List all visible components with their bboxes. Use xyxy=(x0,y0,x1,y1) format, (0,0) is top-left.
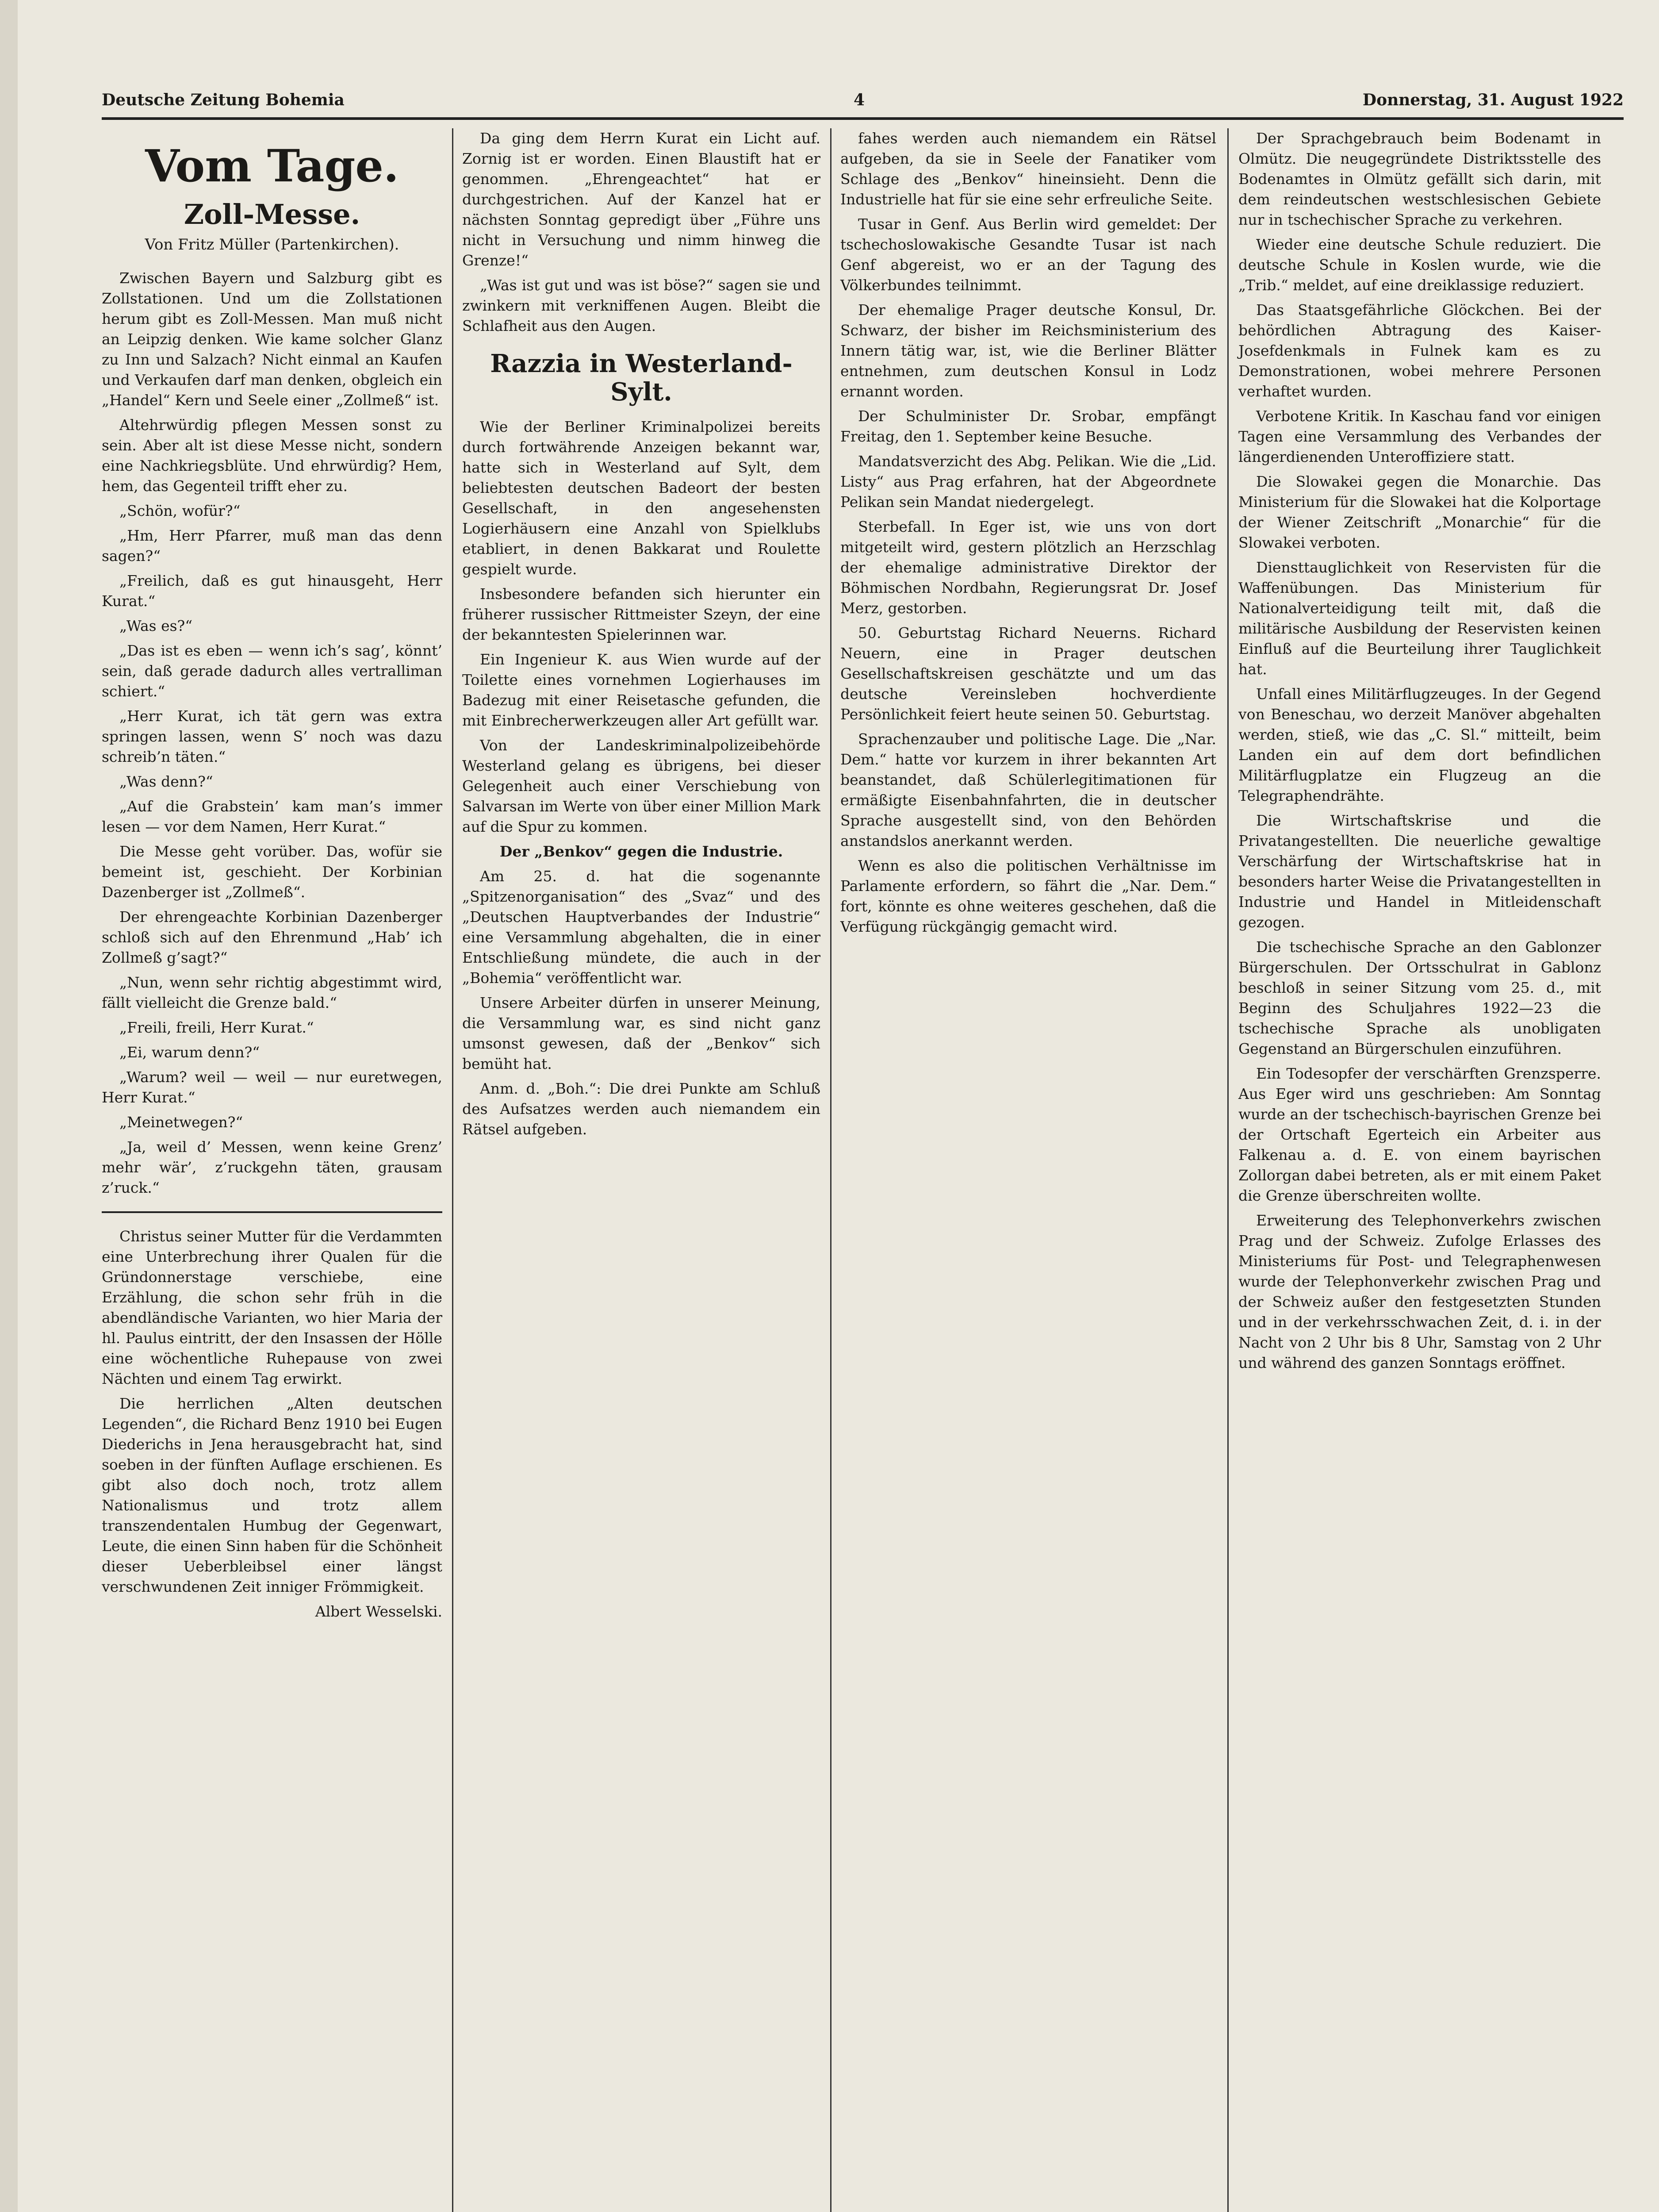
paragraph: Altehrwürdig pflegen Messen sonst zu sein. Aber alt ist diese Messe nicht, sondern eine Nachkriegsblüte. Und ehrwürdig? Hem, hem, das Gegenteil trifft eher zu. xyxy=(102,416,442,495)
news-item: Die Slowakei gegen die Monarchie. Das Ministerium für die Slowakei hat die Kolportage der Wiener Zeitschrift „Monarchie“ für die Slowakei verboten. xyxy=(1238,473,1601,551)
column-rule xyxy=(452,128,453,2212)
paragraph: Mandatsverzicht des Abg. Pelikan. Wie die „Lid. Listy“ aus Prag erfahren, hat der Abgeordnete Pelikan sein Mandat niedergelegt. xyxy=(840,453,1216,511)
column-4 xyxy=(1238,128,1601,1378)
paragraph: Der ehemalige Prager deutsche Konsul, Dr. Schwarz, der bisher im Reichsministerium des Innern tätig war, ist, wie die Berliner Blätter entnehmen, zum deutschen Konsul in Lodz ernannt worden. xyxy=(840,301,1216,400)
author-signature: Albert Wesselski. xyxy=(315,1603,442,1620)
paragraph: Ein Ingenieur K. aus Wien wurde auf der Toilette eines vornehmen Logierhauses im Badezug mit einer Reisetasche gefunden, die mit Einbrecherwerkzeugen aller Art gefüllt war. xyxy=(462,651,820,729)
news-item: Wieder eine deutsche Schule reduziert. Die deutsche Schule in Koslen wurde, wie die „Trib.“ meldet, auf eine dreiklassige reduziert. xyxy=(1238,236,1601,294)
paragraph: Die herrlichen „Alten deutschen Legenden“, die Richard Benz 1910 bei Eugen Diederichs in Jena herausgebracht hat, sind soeben in der fünften Auflage erschienen. Es gibt also doch noch, trotz allem Nationalismus und trotz allem transzendentalen Humbug der Gegenwart, Leute, die einen Sinn haben für die Schönheit dieser Ueberbleibsel einer längst verschwundenen Zeit inniger Frömmigkeit. xyxy=(102,1395,442,1595)
paragraph: Zwischen Bayern und Salzburg gibt es Zollstationen. Und um die Zollstationen herum gibt es Zoll-Messen. Man muß nicht an Leipzig denken. Wie kame solcher Glanz zu Inn und Salzach? Nicht einmal an Kaufen und Verkaufen darf man denken, obgleich ein „Handel“ Kern und Seele einer „Zollmeß“ ist. xyxy=(102,269,442,409)
paragraph: „Freilich, daß es gut hinausgeht, Herr Kurat.“ xyxy=(102,572,442,610)
paragraph: Wenn es also die politischen Verhältnisse im Parlamente erfordern, so fährt die „Nar. Dem.“ fort, könnte es ohne weiteres geschehen, daß die Verfügung rückgängig gemacht wird. xyxy=(840,857,1216,935)
paragraph: „Hm, Herr Pfarrer, muß man das denn sagen?“ xyxy=(102,527,442,565)
paragraph: „Was denn?“ xyxy=(119,773,213,790)
paragraph: 50. Geburtstag Richard Neuerns. Richard Neuern, eine in Prager deutschen Gesellschaftskreisen geschätzte und um das deutsche Vereinsleben hochverdiente Persönlichkeit feiert heute seinen 50. Geburtstag. xyxy=(840,624,1216,723)
news-item: Unfall eines Militärflugzeuges. In der Gegend von Beneschau, wo derzeit Manöver abgehalten werden, stieß, wie das „C. Sl.“ mitteilt, beim Landen ein auf dem dort befindlichen Militärflugplatze ein Flugzeug an die Telegraphendrähte. xyxy=(1238,685,1601,804)
paper-name: Deutsche Zeitung Bohemia xyxy=(102,91,345,109)
paragraph: Am 25. d. hat die sogenannte „Spitzenorganisation“ des „Svaz“ und des „Deutschen Hauptverbandes der Industrie“ eine Versammlung abgehalten, die in einer Entschließung mündete, die auch in der „Bohemia“ veröffentlicht war. xyxy=(462,868,820,987)
article-title: Zoll-Messe. xyxy=(184,198,360,230)
paragraph: „Ei, warum denn?“ xyxy=(119,1044,260,1061)
paragraph: Von der Landeskriminalpolizeibehörde Westerland gelang es übrigens, bei dieser Gelegenheit auch einer Verschiebung von Salvarsan im Werte von über einer Million Mark auf die Spur zu kommen. xyxy=(462,737,820,835)
paragraph: Wie der Berliner Kriminalpolizei bereits durch fortwährende Anzeigen bekannt war, hatte sich in Westerland auf Sylt, dem beliebtesten deutschen Badeort der besten Gesellschaft, in den angesehensten Logierhäusern eine Anzahl von Spielklubs etabliert, in denen Bakkarat und Roulette gespielt wurde. xyxy=(462,418,820,578)
byline: Von Fritz Müller (Partenkirchen). xyxy=(145,236,399,253)
paragraph: Der Schulminister Dr. Srobar, empfängt Freitag, den 1. September keine Besuche. xyxy=(840,407,1216,445)
news-item: Erweiterung des Telephonverkehrs zwischen Prag und der Schweiz. Zufolge Erlasses des Ministeriums für Post- und Telegraphenwesen wurde der Telephonverkehr zwischen Prag und der Schweiz außer den festgesetzten Stunden und in der verkehrsschwachen Zeit, d. i. in der Nacht von 2 Uhr bis 8 Uhr, Samstag von 2 Uhr und während des ganzen Sonntags eröffnet. xyxy=(1238,1212,1601,1371)
column-2 xyxy=(462,128,820,1144)
paragraph: Da ging dem Herrn Kurat ein Licht auf. Zornig ist er worden. Einen Blaustift hat er genommen. „Ehrengeachtet“ hat er durchgestrichen. Auf der Kanzel hat er nächsten Sonntag gepredigt über „Führe uns nicht in Versuchung und nimm hinweg die Grenze!“ xyxy=(462,130,820,269)
paragraph: Sterbefall. In Eger ist, wie uns von dort mitgeteilt wird, gestern plötzlich an Herzschlag der ehemalige administrative Direktor der Böhmischen Nordbahn, Regierungsrat Dr. Josef Merz, gestorben. xyxy=(840,518,1216,617)
page-edge-shadow xyxy=(0,0,18,2212)
masthead xyxy=(102,86,1624,120)
paragraph: Die Messe geht vorüber. Das, wofür sie bemeint ist, geschieht. Der Korbinian Dazenberger ist „Zollmeß“. xyxy=(102,843,442,901)
paragraph: „Auf die Grabstein’ kam man’s immer lesen — vor dem Namen, Herr Kurat.“ xyxy=(102,798,442,835)
news-item: Der Sprachgebrauch beim Bodenamt in Olmütz. Die neugegründete Distriktsstelle des Bodenamtes in Olmütz gefällt sich darin, mit dem reindeutschen westschlesischen Gebiete nur in tschechischer Sprache zu verkehren. xyxy=(1238,130,1601,228)
paragraph: „Das ist es eben — wenn ich’s sag’, könnt’ sein, daß gerade dadurch alles vertralliman schiert.“ xyxy=(102,642,442,700)
column-3 xyxy=(840,128,1216,941)
news-item: Die Wirtschaftskrise und die Privatangestellten. Die neuerliche gewaltige Verschärfung der Wirtschaftskrise hat in besonders harter Weise die Privatangestellten in Industrie und Handel in Mitleidenschaft gezogen. xyxy=(1238,812,1601,931)
column-1 xyxy=(102,128,442,1622)
paragraph: „Was ist gut und was ist böse?“ sagen sie und zwinkern mit verkniffenen Augen. Bleibt die Schlafheit aus den Augen. xyxy=(462,276,820,334)
section-title: Vom Tage. xyxy=(145,140,399,192)
paragraph: Insbesondere befanden sich hierunter ein früherer russischer Rittmeister Szeyn, der eine der bekanntesten Spielerinnen war. xyxy=(462,585,820,643)
news-item: Ein Todesopfer der verschärften Grenzsperre. Aus Eger wird uns geschrieben: Am Sonntag wurde an der tschechisch-bayrischen Grenze bei der Ortschaft Egerteich ein Arbeiter aus Falkenau a. d. E. von einem bayrischen Zollorgan dabei betreten, als er mit einem Paket die Grenze überschreiten wollte. xyxy=(1238,1065,1601,1204)
paragraph: fahes werden auch niemandem ein Rätsel aufgeben, da sie in Seele der Fanatiker vom Schlage des „Benkov“ hineinsieht. Denn die Industrielle hat für sie eine sehr erfreuliche Seite. xyxy=(840,130,1216,208)
section-divider xyxy=(102,1211,442,1213)
paragraph: „Nun, wenn sehr richtig abgestimmt wird, fällt vielleicht die Grenze bald.“ xyxy=(102,974,442,1011)
paragraph: Sprachenzauber und politische Lage. Die „Nar. Dem.“ hatte vor kurzem in ihrer bekannten Art beanstandet, daß Schülerlegitimationen für ermäßigte Eisenbahnfahrten, die in deutscher Sprache ausgestellt sind, von den Behörden anstandslos anerkannt werden. xyxy=(840,730,1216,849)
paragraph: „Schön, wofür?“ xyxy=(119,502,241,519)
paragraph: „Ja, weil d’ Messen, wenn keine Grenz’ mehr wär’, z’ruckgehn täten, grausam z’ruck.“ xyxy=(102,1138,442,1196)
paragraph: Tusar in Genf. Aus Berlin wird gemeldet: Der tschechoslowakische Gesandte Tusar ist nach Genf abgereist, wo er an der Tagung des Völkerbundes teilnimmt. xyxy=(840,215,1216,294)
paragraph: „Freili, freili, Herr Kurat.“ xyxy=(119,1019,314,1036)
news-item: Das Staatsgefährliche Glöckchen. Bei der behördlichen Abtragung des Kaiser-Josefdenkmals in Fulnek kam es zu Demonstrationen, wobei mehrere Personen verhaftet wurden. xyxy=(1238,301,1601,400)
article-title-razzia: Razzia in Westerland-Sylt. xyxy=(490,349,793,407)
news-item: Verbotene Kritik. In Kaschau fand vor einigen Tagen eine Versammlung des Verbandes der längerdienenden Unteroffiziere statt. xyxy=(1238,407,1601,465)
column-rule xyxy=(1227,128,1229,2212)
footnote: Anm. d. „Boh.“: Die drei Punkte am Schluß des Aufsatzes werden auch niemandem ein Rätsel aufgeben. xyxy=(462,1080,820,1138)
article-title-benkov: Der „Benkov“ gegen die Industrie. xyxy=(499,843,783,860)
paragraph: „Warum? weil — weil — nur euretwegen, Herr Kurat.“ xyxy=(102,1068,442,1106)
paragraph: „Herr Kurat, ich tät gern was extra springen lassen, wenn S’ noch was dazu schreib’n täten.“ xyxy=(102,707,442,765)
news-item: Die tschechische Sprache an den Gablonzer Bürgerschulen. Der Ortsschulrat in Gablonz beschloß in seiner Sitzung vom 25. d., mit Beginn des Schuljahres 1922—23 die tschechische Sprache als unobligaten Gegenstand an Bürgerschulen einzuführen. xyxy=(1238,938,1601,1057)
paragraph: Der ehrengeachte Korbinian Dazenberger schloß sich auf den Ehrenmund „Hab’ ich Zollmeß g’sagt?“ xyxy=(102,908,442,966)
news-item: Diensttauglichkeit von Reservisten für die Waffenübungen. Das Ministerium für Nationalverteidigung teilt mit, daß die militärische Ausbildung der Reservisten keinen Einfluß auf die Beurteilung ihrer Tauglichkeit hat. xyxy=(1238,559,1601,678)
paragraph: Unsere Arbeiter dürfen in unserer Meinung, die Versammlung war, es sind nicht ganz umsonst gewesen, daß der „Benkov“ sich bemüht hat. xyxy=(462,994,820,1072)
page-number: 4 xyxy=(854,91,865,109)
paragraph: Christus seiner Mutter für die Verdammten eine Unterbrechung ihrer Qualen für die Gründonnerstage verschiebe, eine Erzählung, die schon sehr früh in die abendländische Varianten, wo hier Maria der hl. Paulus eintritt, der den Insassen der Hölle eine wöchentliche Ruhepause von zwei Nächten und einem Tag erwirkt. xyxy=(102,1228,442,1387)
paragraph: „Was es?“ xyxy=(119,617,193,634)
column-rule xyxy=(830,128,831,2212)
issue-date: Donnerstag, 31. August 1922 xyxy=(1362,91,1624,109)
paragraph: „Meinetwegen?“ xyxy=(119,1114,243,1131)
